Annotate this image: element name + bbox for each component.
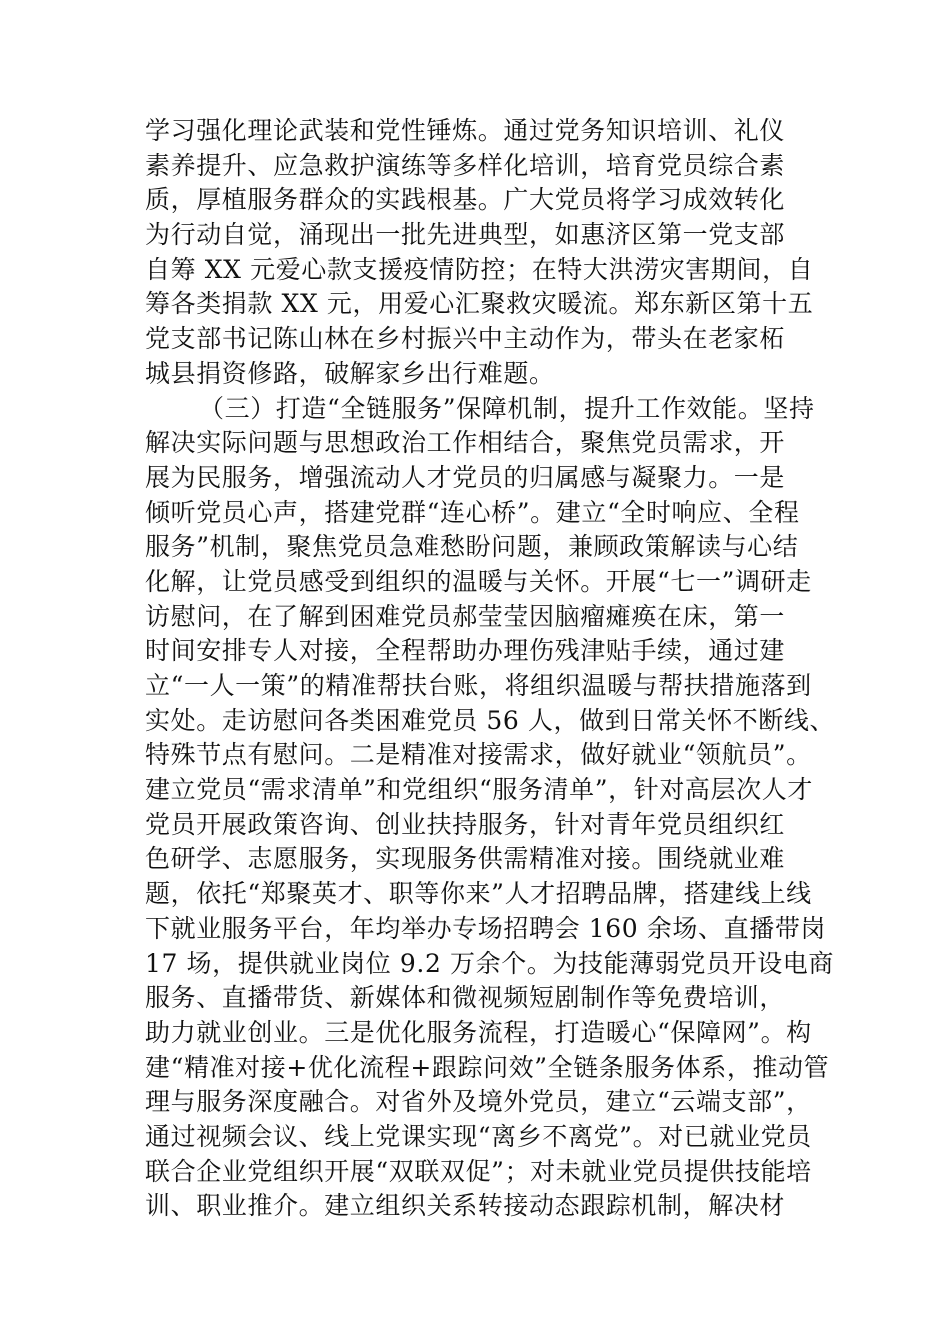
text-line: 展为民服务，增强流动人才党员的归属感与凝聚力。一是 xyxy=(145,462,786,492)
section-heading-line: （三）打造“全链服务”保障机制，提升工作效能。坚持 xyxy=(199,393,815,423)
text-line: 服务、直播带货、新媒体和微视频短剧制作等免费培训， xyxy=(145,983,786,1013)
text-line: 解决实际问题与思想政治工作相结合，聚焦党员需求，开 xyxy=(145,428,786,458)
text-line: 联合企业党组织开展“双联双促”；对未就业党员提供技能培 xyxy=(145,1156,812,1186)
text-line: 训、职业推介。建立组织关系转接动态跟踪机制，解决材 xyxy=(145,1191,786,1221)
text-line: 自筹 XX 元爱心款支援疫情防控；在特大洪涝灾害期间，自 xyxy=(145,254,814,284)
text-line: 化解，让党员感受到组织的温暖与关怀。开展“七一”调研走 xyxy=(145,566,812,596)
text-line: 色研学、志愿服务，实现服务供需精准对接。围绕就业难 xyxy=(145,844,786,874)
text-line: 访慰问，在了解到困难党员郝莹莹因脑瘤瘫痪在床，第一 xyxy=(145,601,786,631)
text-line: 理与服务深度融合。对省外及境外党员，建立“云端支部”， xyxy=(145,1087,812,1117)
text-line: 素养提升、应急救护演练等多样化培训，培育党员综合素 xyxy=(145,150,786,180)
text-line: 通过视频会议、线上党课实现“离乡不离党”。对已就业党员 xyxy=(145,1121,812,1151)
text-line: 筹各类捐款 XX 元，用爱心汇聚救灾暖流。郑东新区第十五 xyxy=(145,289,814,319)
text-line: 服务”机制，聚焦党员急难愁盼问题，兼顾政策解读与心结 xyxy=(145,532,799,562)
text-line: 党支部书记陈山林在乡村振兴中主动作为，带头在老家柘 xyxy=(145,324,786,354)
text-line: 17 场，提供就业岗位 9.2 万余个。为技能薄弱党员开设电商 xyxy=(145,948,835,978)
text-line: 倾听党员心声，搭建党群“连心桥”。建立“全时响应、全程 xyxy=(145,497,800,527)
text-line: 助力就业创业。三是优化服务流程，打造暖心“保障网”。构 xyxy=(145,1017,812,1047)
text-line: 立“一人一策”的精准帮扶台账，将组织温暖与帮扶措施落到 xyxy=(145,671,812,700)
text-line: 为行动自觉，涌现出一批先进典型，如惠济区第一党支部 xyxy=(145,220,786,250)
text-line: 题，依托“郑聚英才、职等你来”人才招聘品牌，搭建线上线 xyxy=(145,879,812,909)
text-line: 城县捐资修路，破解家乡出行难题。 xyxy=(145,358,555,388)
text-line: 特殊节点有慰问。二是精准对接需求，做好就业“领航员”。 xyxy=(145,740,812,770)
text-line: 党员开展政策咨询、创业扶持服务，针对青年党员组织红 xyxy=(145,809,786,839)
text-line: 学习强化理论武装和党性锤炼。通过党务知识培训、礼仪 xyxy=(145,116,786,145)
text-line: 建立党员“需求清单”和党组织“服务清单”，针对高层次人才 xyxy=(145,775,813,805)
text-line: 建“精准对接+优化流程+跟踪问效”全链条服务体系，推动管 xyxy=(145,1052,830,1082)
text-line: 下就业服务平台，年均举办专场招聘会 160 余场、直播带岗 xyxy=(145,913,827,943)
text-line: 时间安排专人对接，全程帮助办理伤残津贴手续，通过建 xyxy=(145,636,786,666)
document-body xyxy=(145,114,836,1224)
text-line: 质，厚植服务群众的实践根基。广大党员将学习成效转化 xyxy=(145,185,786,215)
text-line: 实处。走访慰问各类困难党员 56 人，做到日常关怀不断线、 xyxy=(145,705,836,735)
